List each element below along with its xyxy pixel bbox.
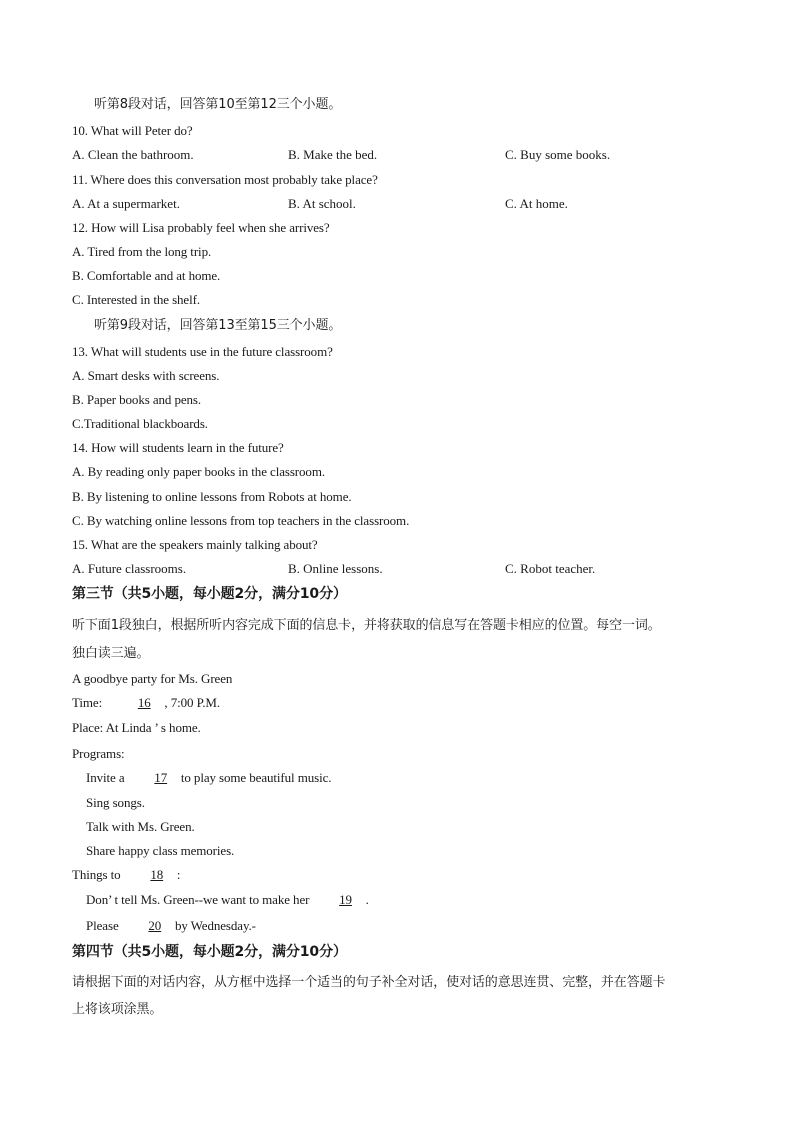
blank-19: 19 bbox=[339, 892, 352, 907]
question-12-option-c: C. Interested in the shelf. bbox=[72, 292, 200, 307]
blank-18: 18 bbox=[150, 867, 164, 882]
dont-prefix: Don’ t tell Ms. Green--we want to make her bbox=[86, 892, 310, 907]
please-suffix: by Wednesday.- bbox=[174, 918, 256, 933]
things-prefix: Things to bbox=[72, 867, 121, 882]
question-15-stem: 15. What are the speakers mainly talking about? bbox=[72, 537, 318, 552]
question-10-option-b: B. Make the bed. bbox=[288, 147, 378, 162]
dont-row bbox=[86, 892, 369, 908]
question-15-option-c: C. Robot teacher. bbox=[505, 561, 596, 576]
program-1-prefix: Invite a bbox=[86, 770, 125, 785]
program-4: Share happy class memories. bbox=[86, 843, 235, 858]
question-11-option-b: B. At school. bbox=[288, 196, 356, 211]
section-3-heading: 第三节（共5小题，每小题2分，满分10分） bbox=[72, 586, 347, 602]
question-10-stem: 10. What will Peter do? bbox=[72, 123, 193, 138]
section-3-instruction-cont: 独白读三遍。 bbox=[72, 646, 150, 661]
question-11-option-c: C. At home. bbox=[505, 196, 568, 211]
question-13-option-c: C.Traditional blackboards. bbox=[72, 416, 208, 431]
section-4-instruction: 请根据下面的对话内容，从方框中选择一个适当的句子补全对话，使对话的意思连贯、完整，并在答题卡 bbox=[72, 975, 666, 990]
things-row bbox=[72, 867, 180, 883]
blank-17: 17 bbox=[154, 770, 168, 785]
place-row: Place: At Linda ’ s home. bbox=[72, 720, 201, 735]
time-label: Time: bbox=[72, 695, 103, 710]
card-title: A goodbye party for Ms. Green bbox=[72, 671, 233, 686]
question-10-option-c: C. Buy some books. bbox=[505, 147, 611, 162]
section-4-instruction-cont: 上将该项涂黑。 bbox=[72, 1002, 163, 1017]
question-10-option-a: A. Clean the bathroom. bbox=[72, 147, 194, 162]
part8-instruction: 听第8段对话，回答第10至第12三个小题。 bbox=[94, 97, 342, 112]
question-13-option-a: A. Smart desks with screens. bbox=[72, 368, 220, 383]
time-row bbox=[72, 695, 220, 711]
question-15-option-b: B. Online lessons. bbox=[288, 561, 383, 576]
question-14-option-b: B. By listening to online lessons from Robots at home. bbox=[72, 489, 352, 504]
programs-label: Programs: bbox=[72, 746, 125, 761]
question-11-stem: 11. Where does this conversation most probably take place? bbox=[72, 172, 378, 187]
please-prefix: Please bbox=[86, 918, 119, 933]
question-14-stem: 14. How will students learn in the future? bbox=[72, 440, 284, 455]
question-12-option-a: A. Tired from the long trip. bbox=[72, 244, 212, 259]
section-3-instruction: 听下面1段独白，根据所听内容完成下面的信息卡，并将获取的信息写在答题卡相应的位置。每空一词。 bbox=[72, 618, 661, 633]
things-suffix: : bbox=[176, 867, 181, 882]
part9-instruction: 听第9段对话，回答第13至第15三个小题。 bbox=[94, 318, 342, 333]
question-13-option-b: B. Paper books and pens. bbox=[72, 392, 202, 407]
question-11-option-a: A. At a supermarket. bbox=[72, 196, 180, 211]
question-14-option-c: C. By watching online lessons from top teachers in the classroom. bbox=[72, 513, 410, 528]
question-13-stem: 13. What will students use in the future classroom? bbox=[72, 344, 333, 359]
question-15-option-a: A. Future classrooms. bbox=[72, 561, 187, 576]
question-12-stem: 12. How will Lisa probably feel when she arrives? bbox=[72, 220, 330, 235]
blank-16: 16 bbox=[137, 695, 151, 710]
dont-suffix: . bbox=[365, 892, 369, 907]
program-1 bbox=[86, 770, 331, 786]
time-value: , 7:00 P.M. bbox=[164, 695, 221, 710]
section-4-heading: 第四节（共5小题，每小题2分，满分10分） bbox=[72, 944, 347, 960]
blank-20: 20 bbox=[148, 918, 162, 933]
program-3: Talk with Ms. Green. bbox=[86, 819, 195, 834]
program-1-suffix: to play some beautiful music. bbox=[180, 770, 332, 785]
please-row bbox=[86, 918, 256, 934]
program-2: Sing songs. bbox=[86, 795, 145, 810]
question-12-option-b: B. Comfortable and at home. bbox=[72, 268, 221, 283]
question-14-option-a: A. By reading only paper books in the classroom. bbox=[72, 464, 325, 479]
